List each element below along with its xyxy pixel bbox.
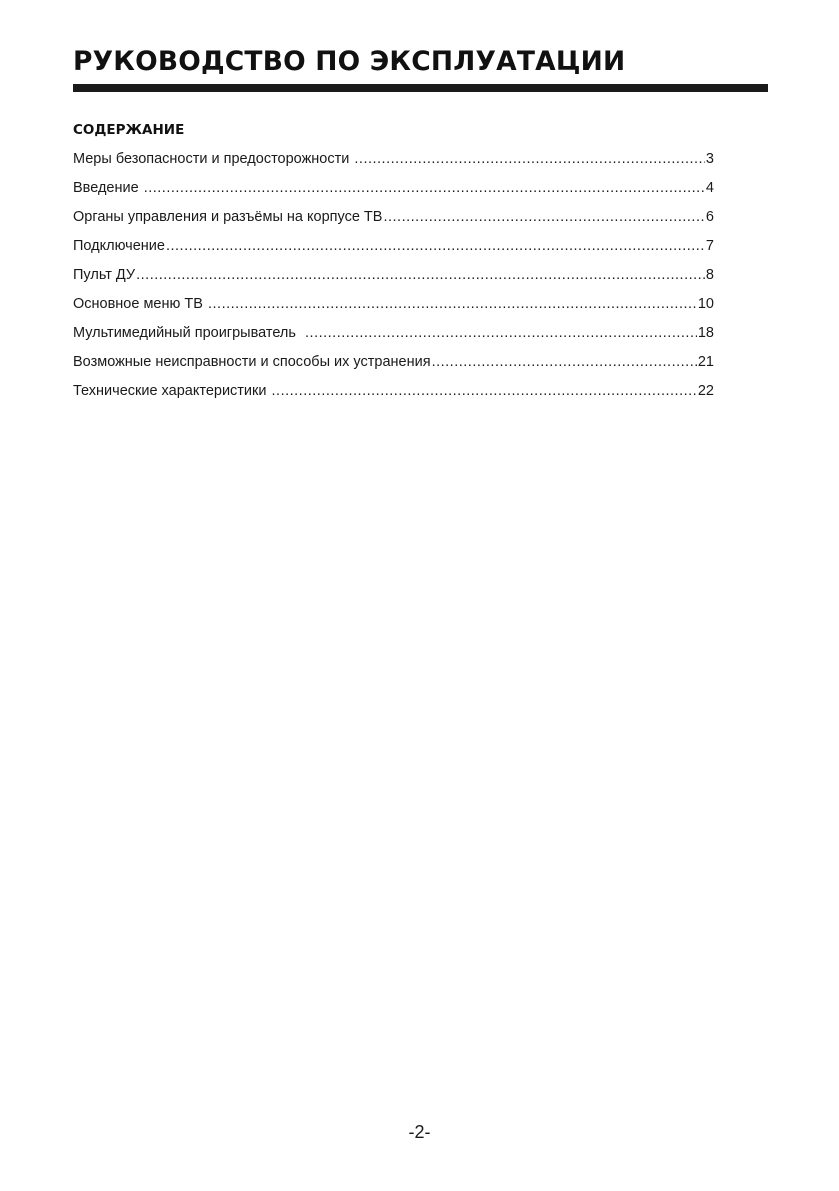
toc-dot-leader <box>166 236 705 256</box>
toc-item-safety[interactable] <box>73 149 714 178</box>
toc-item-label: Подключение <box>73 238 165 254</box>
page-number: -2- <box>408 1122 431 1142</box>
toc-item-label: Возможные неисправности и способы их устранения <box>73 354 431 370</box>
toc-item-label: Основное меню ТВ <box>73 296 207 312</box>
table-of-contents <box>73 149 714 410</box>
toc-dot-leader <box>208 294 697 314</box>
toc-dot-leader <box>354 149 705 169</box>
toc-dot-leader <box>144 178 705 198</box>
toc-item-label: Введение <box>73 180 143 196</box>
toc-item-troubleshooting[interactable] <box>73 352 714 381</box>
toc-item-page: 22 <box>697 383 714 399</box>
toc-item-label: Меры безопасности и предосторожности <box>73 151 354 167</box>
toc-dot-leader <box>383 207 704 227</box>
toc-item-label: Мультимедийный проигрыватель <box>73 325 305 341</box>
title-rule <box>73 84 768 92</box>
toc-item-introduction[interactable] <box>73 178 714 207</box>
toc-item-label: Органы управления и разъёмы на корпусе ТВ <box>73 209 383 225</box>
toc-item-page: 21 <box>697 354 714 370</box>
toc-dot-leader <box>432 352 697 372</box>
toc-item-page: 8 <box>705 267 714 283</box>
toc-item-connection[interactable] <box>73 236 714 265</box>
toc-item-label: Технические характеристики <box>73 383 271 399</box>
toc-item-main-menu[interactable] <box>73 294 714 323</box>
toc-dot-leader <box>305 323 697 343</box>
toc-item-page: 7 <box>705 238 714 254</box>
toc-item-remote[interactable] <box>73 265 714 294</box>
toc-item-label: Пульт ДУ <box>73 267 136 283</box>
toc-dot-leader <box>136 265 705 285</box>
toc-item-specifications[interactable] <box>73 381 714 410</box>
toc-heading: СОДЕРЖАНИЕ <box>73 122 185 138</box>
toc-item-controls[interactable] <box>73 207 714 236</box>
page-title: РУКОВОДСТВО ПО ЭКСПЛУАТАЦИИ <box>73 46 626 77</box>
toc-item-multimedia[interactable] <box>73 323 714 352</box>
toc-item-page: 10 <box>697 296 714 312</box>
toc-item-page: 6 <box>705 209 714 225</box>
toc-item-page: 3 <box>705 151 714 167</box>
toc-dot-leader <box>272 381 697 401</box>
toc-item-page: 18 <box>697 325 714 341</box>
toc-item-page: 4 <box>705 180 714 196</box>
